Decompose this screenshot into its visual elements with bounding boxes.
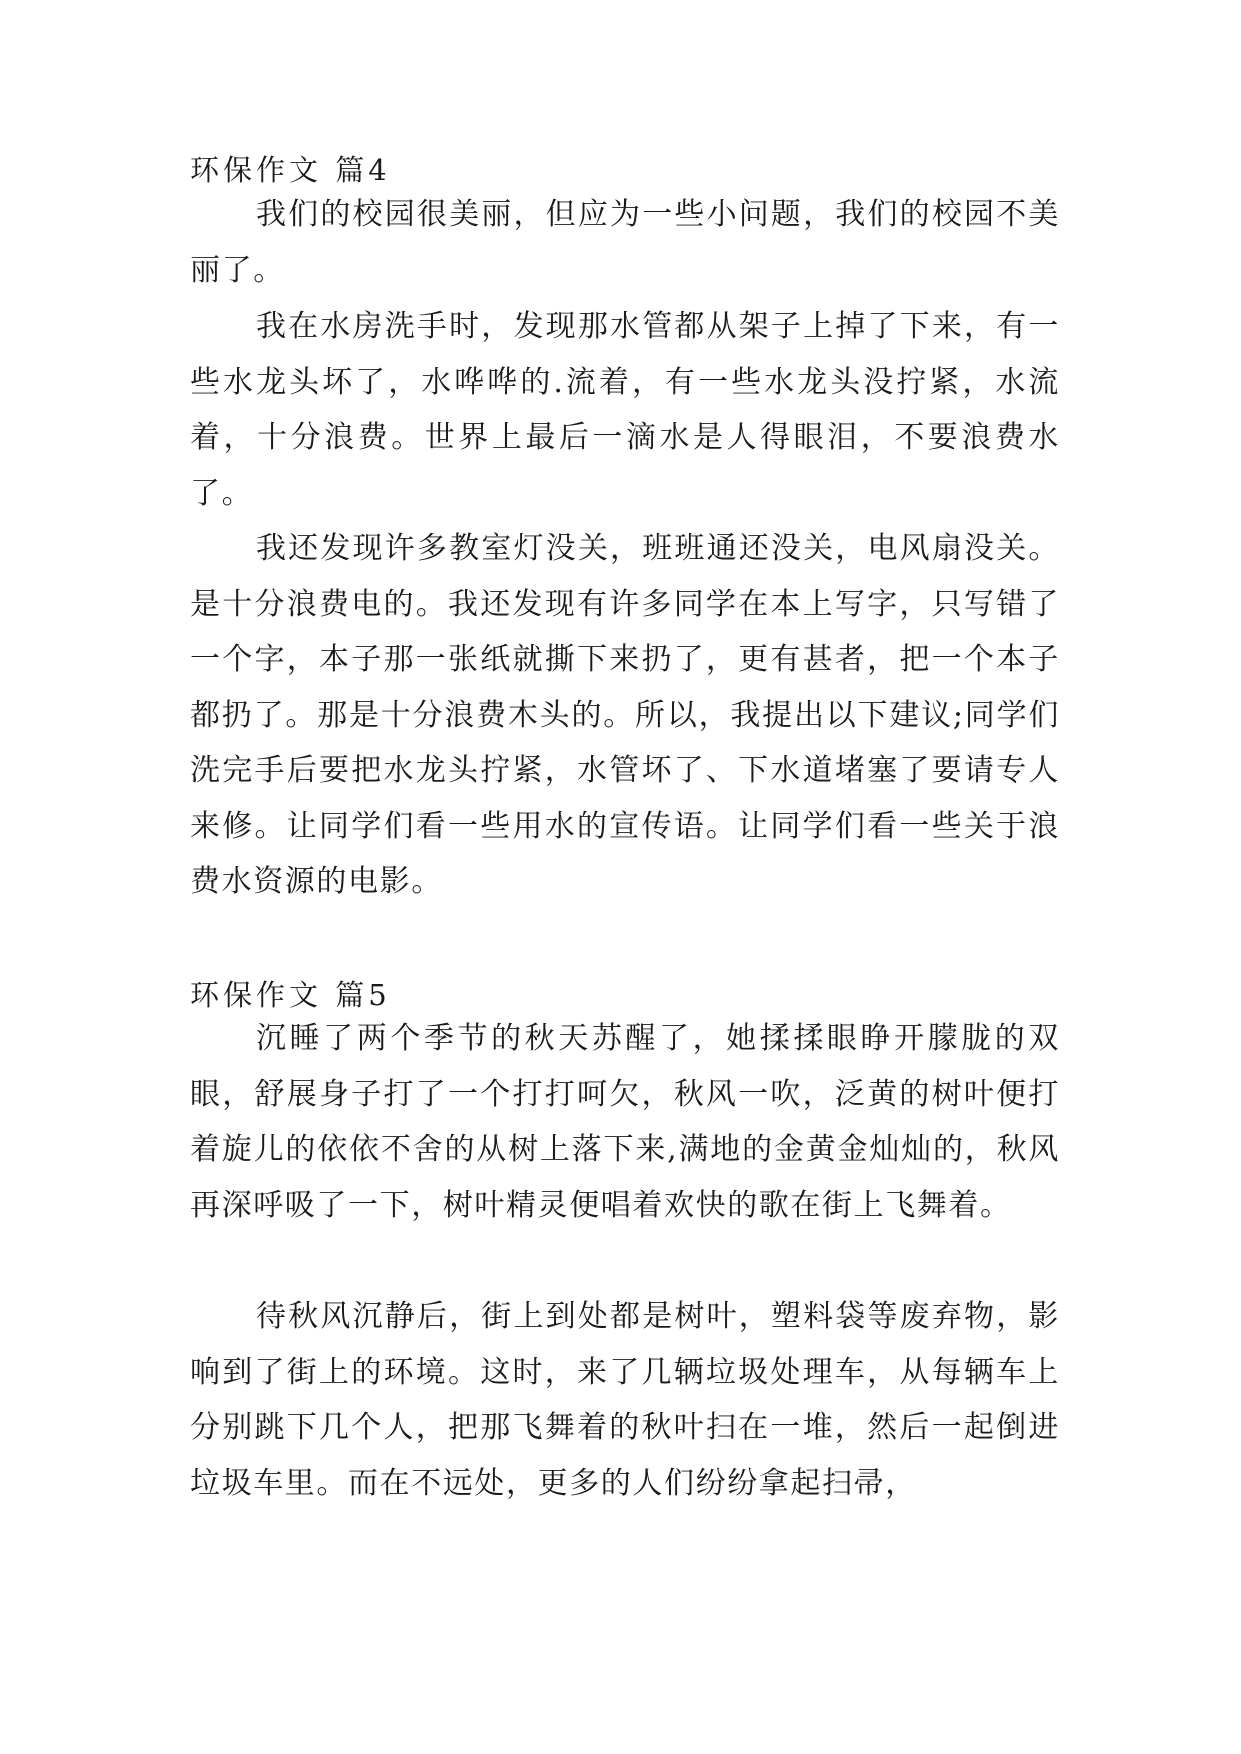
paragraph-cleanup: 待秋风沉静后，街上到处都是树叶，塑料袋等废弃物，影响到了街上的环境。这时，来了几辆垃圾处理车，从每辆车上分别跳下几个人，把那飞舞着的秋叶扫在一堆，然后一起倒进垃圾车里。而在不远处，更多的人们纷纷拿起扫帚， [190, 1299, 1060, 1501]
section-heading-5: 环保作文 篇5 [190, 978, 391, 1012]
paragraph-autumn: 沉睡了两个季节的秋天苏醒了，她揉揉眼睁开朦胧的双眼，舒展身子打了一个打打呵欠，秋风一吹，泛黄的树叶便打着旋儿的依依不舍的从树上落下来,满地的金黄金灿灿的，秋风再深呼吸了一下，树叶精灵便唱着欢快的歌在街上飞舞着。 [190, 1021, 1060, 1223]
paragraph-electricity: 我还发现许多教室灯没关，班班通还没关，电风扇没关。是十分浪费电的。我还发现有许多同学在本上写字，只写错了一个字，本子那一张纸就撕下来扔了，更有甚者，把一个本子都扔了。那是十分浪费木头的。所以，我提出以下建议;同学们洗完手后要把水龙头拧紧，水管坏了、下水道堵塞了要请专人来修。让同学们看一些用水的宣传语。让同学们看一些关于浪费水资源的电影。 [190, 531, 1060, 899]
section-heading-4: 环保作文 篇4 [190, 153, 391, 187]
paragraph-water: 我在水房洗手时，发现那水管都从架子上掉了下来，有一些水龙头坏了，水哗哗的.流着，有一些水龙头没拧紧，水流着，十分浪费。世界上最后一滴水是人得眼泪，不要浪费水了。 [190, 309, 1060, 511]
paragraph-campus: 我们的校园很美丽，但应为一些小问题，我们的校园不美丽了。 [190, 197, 1060, 288]
